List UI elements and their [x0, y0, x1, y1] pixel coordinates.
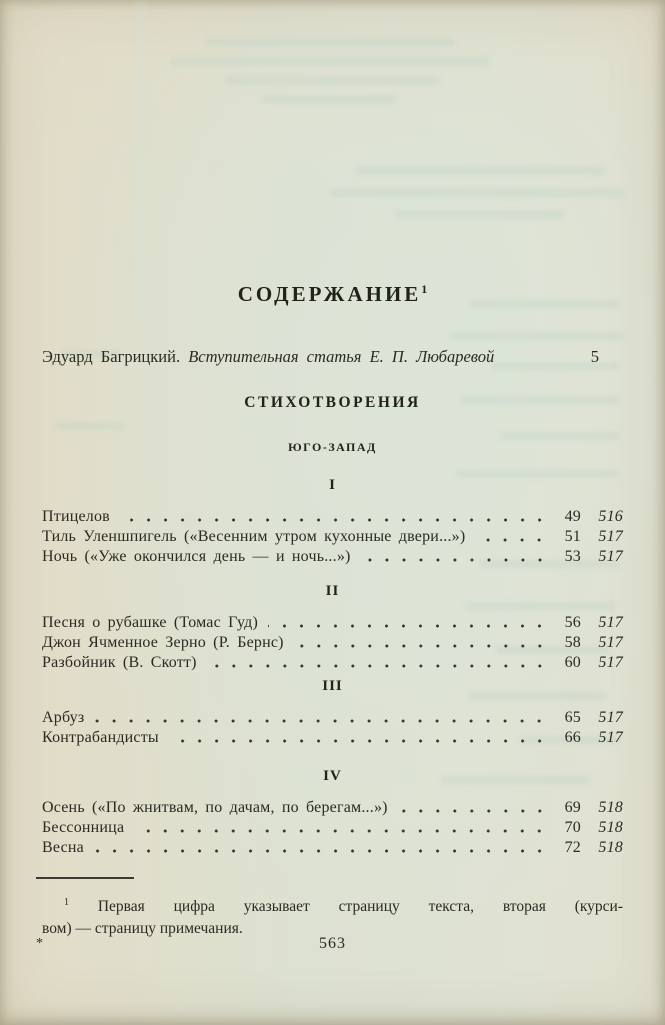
intro-subtitle: Вступительная статья Е. П. Любаревой	[188, 347, 495, 366]
footnote-line-2: вом) — страницу примечания.	[42, 919, 243, 937]
entry-note-page: 516	[598, 508, 623, 525]
entry-page: 69	[564, 799, 581, 816]
entry-title: Птицелов	[42, 508, 110, 525]
toc-entry	[42, 507, 623, 527]
dot-leader	[207, 659, 551, 673]
footnote-text-1: Первая цифра указывает страницу текста, вторая (курси-	[69, 898, 623, 916]
bleedthrough-mark	[205, 38, 455, 47]
cycle-heading: ЮГО-ЗАПАД	[288, 440, 377, 454]
toc-entry	[42, 653, 623, 673]
entry-title: Весна	[42, 839, 84, 856]
scan-band	[136, 0, 146, 320]
bleedthrough-mark	[450, 332, 625, 340]
dot-leader	[169, 734, 551, 748]
dot-leader	[268, 619, 551, 633]
footnote-rule	[36, 877, 134, 879]
entry-page: 53	[564, 548, 581, 565]
dot-leader	[120, 513, 551, 527]
entry-title: Осень («По жнитвам, по дачам, по берегам...»)	[42, 799, 388, 816]
signature-mark: *	[36, 936, 43, 951]
bleedthrough-mark	[395, 210, 565, 219]
page-number: 563	[319, 935, 346, 952]
entry-note-page: 518	[598, 839, 623, 856]
bleedthrough-mark	[355, 166, 605, 175]
dot-leader	[398, 804, 551, 818]
entry-title: Разбойник (В. Скотт)	[42, 654, 197, 671]
entry-title: Бессонница	[42, 819, 125, 836]
entry-title: Песня о рубашке (Томас Гуд)	[42, 614, 259, 631]
entry-note-page: 517	[598, 654, 623, 671]
entry-title: Джон Ячменное Зерно (Р. Бернс)	[42, 634, 284, 651]
entry-page: 65	[564, 709, 581, 726]
dot-leader	[94, 714, 551, 728]
entry-note-page: 518	[598, 799, 623, 816]
entry-note-page: 517	[598, 634, 623, 651]
entry-page: 70	[564, 819, 581, 836]
intro-page-number: 5	[590, 347, 599, 366]
toc-entry	[42, 798, 623, 818]
entry-note-page: 517	[598, 614, 623, 631]
dot-leader	[94, 844, 551, 858]
toc-intro-entry	[42, 347, 623, 367]
toc-entry	[42, 527, 623, 547]
entry-page: 60	[564, 654, 581, 671]
footnote	[42, 892, 623, 939]
entry-page: 58	[564, 634, 581, 651]
bleedthrough-mark	[55, 422, 125, 430]
dot-leader	[134, 824, 551, 838]
entry-page: 51	[564, 528, 581, 545]
toc-group-2	[42, 583, 623, 673]
dot-leader	[361, 553, 551, 567]
toc-group-1	[42, 477, 623, 567]
entry-note-page: 518	[598, 819, 623, 836]
intro-author: Эдуард Багрицкий.	[42, 347, 189, 366]
toc-entry	[42, 547, 623, 567]
dot-leader	[294, 639, 551, 653]
page-title-text: СОДЕРЖАНИЕ	[237, 282, 422, 306]
entry-title: Ночь («Уже окончился день — и ночь...»)	[42, 548, 351, 565]
group-numeral: II	[325, 583, 340, 599]
dot-leader	[475, 533, 551, 547]
group-numeral: III	[322, 678, 343, 694]
bleedthrough-mark	[330, 188, 625, 197]
entry-page: 56	[564, 614, 581, 631]
page-title	[42, 282, 623, 307]
toc-entry	[42, 633, 623, 653]
footnote-line-1	[42, 892, 623, 918]
part-heading: СТИХОТВОРЕНИЯ	[244, 394, 421, 411]
intro-text	[42, 347, 494, 367]
toc-entry	[42, 613, 623, 633]
entry-note-page: 517	[598, 709, 623, 726]
entry-title: Контрабандисты	[42, 729, 159, 746]
bleedthrough-mark	[500, 432, 620, 440]
toc-entry	[42, 708, 623, 728]
toc-entry	[42, 728, 623, 748]
group-numeral: IV	[323, 768, 342, 784]
entry-page: 66	[564, 729, 581, 746]
toc-group-4	[42, 768, 623, 858]
entry-title: Тиль Уленшпигель («Весенним утром кухонные двери...»)	[42, 528, 466, 545]
entry-note-page: 517	[598, 548, 623, 565]
toc-entry	[42, 818, 623, 838]
entry-title: Арбуз	[42, 709, 85, 726]
entry-page: 72	[564, 839, 581, 856]
bleedthrough-mark	[170, 57, 490, 66]
entry-note-page: 517	[598, 729, 623, 746]
entry-page: 49	[564, 508, 581, 525]
bleedthrough-mark	[262, 95, 397, 103]
toc-entry	[42, 838, 623, 858]
toc-group-3	[42, 678, 623, 748]
entry-note-page: 517	[598, 528, 623, 545]
title-footnote-marker: 1	[421, 282, 428, 296]
group-numeral: I	[329, 477, 336, 493]
bleedthrough-mark	[225, 76, 440, 85]
footnote-marker: 1	[64, 897, 69, 908]
